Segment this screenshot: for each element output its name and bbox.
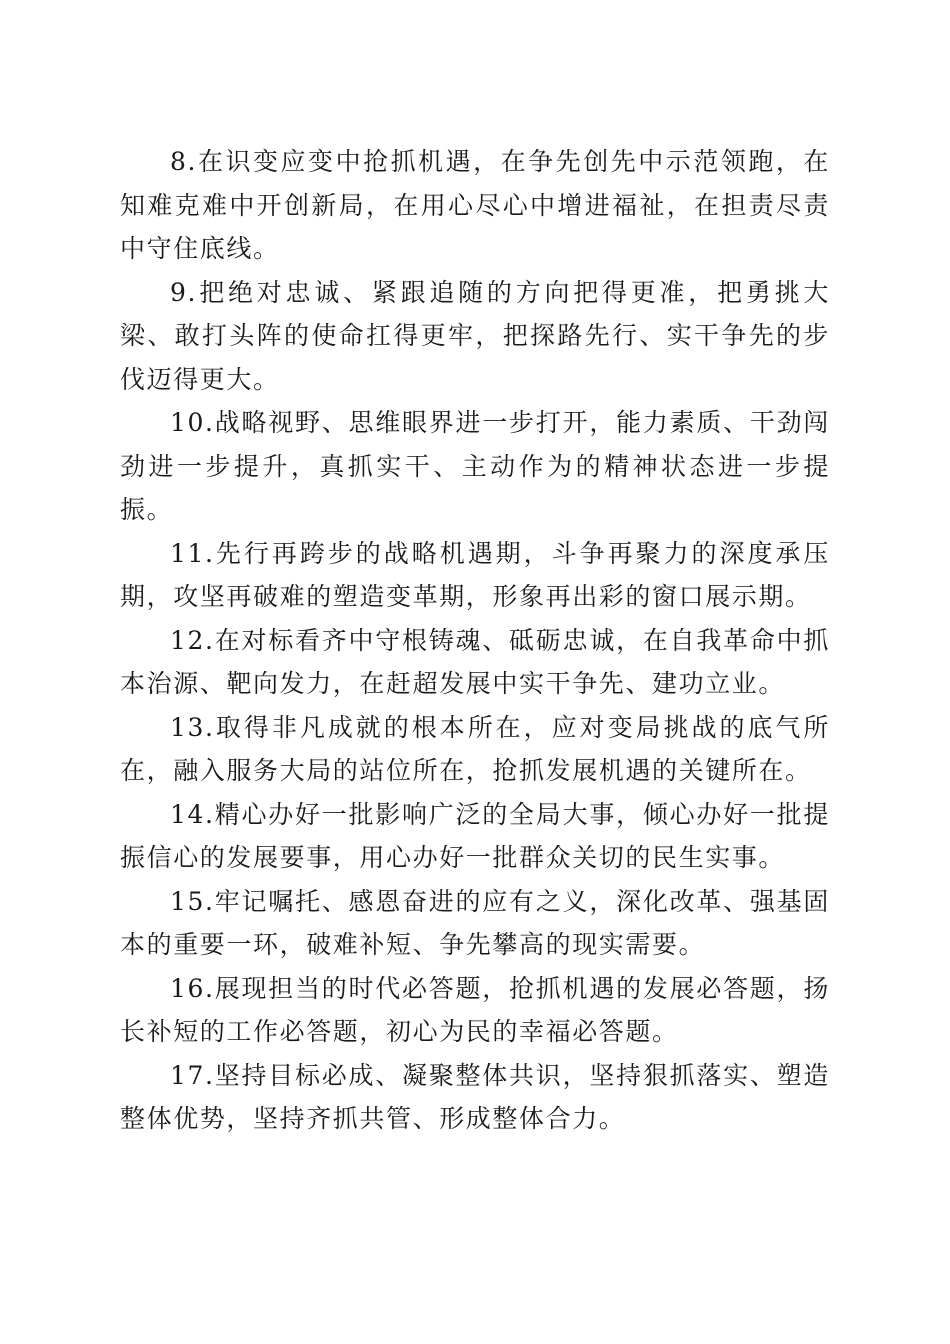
paragraph-14: 14.精心办好一批影响广泛的全局大事，倾心办好一批提振信心的发展要事，用心办好一批群众关切的民生实事。 — [120, 799, 830, 872]
paragraph-9: 9.把绝对忠诚、紧跟追随的方向把得更准，把勇挑大梁、敢打头阵的使命扛得更牢，把探路先行、实干争先的步伐迈得更大。 — [120, 277, 830, 394]
paragraph-8: 8.在识变应变中抢抓机遇，在争先创先中示范领跑，在知难克难中开创新局，在用心尽心中增进福祉，在担责尽责中守住底线。 — [120, 147, 830, 263]
paragraph-16: 16.展现担当的时代必答题，抢抓机遇的发展必答题，扬长补短的工作必答题，初心为民的幸福必答题。 — [120, 973, 830, 1046]
document-body — [120, 140, 830, 1141]
paragraph-13: 13.取得非凡成就的根本所在，应对变局挑战的底气所在，融入服务大局的站位所在，抢抓发展机遇的关键所在。 — [120, 712, 830, 785]
paragraph-10: 10.战略视野、思维眼界进一步打开，能力素质、干劲闯劲进一步提升，真抓实干、主动作为的精神状态进一步提振。 — [120, 408, 830, 524]
paragraph-11: 11.先行再跨步的战略机遇期，斗争再聚力的深度承压期，攻坚再破难的塑造变革期，形象再出彩的窗口展示期。 — [120, 538, 830, 611]
paragraph-17: 17.坚持目标必成、凝聚整体共识，坚持狠抓落实、塑造整体优势，坚持齐抓共管、形成整体合力。 — [120, 1060, 830, 1133]
paragraph-12: 12.在对标看齐中守根铸魂、砥砺忠诚，在自我革命中抓本治源、靶向发力，在赶超发展中实干争先、建功立业。 — [120, 625, 830, 698]
paragraph-15: 15.牢记嘱托、感恩奋进的应有之义，深化改革、强基固本的重要一环，破难补短、争先攀高的现实需要。 — [120, 886, 830, 959]
